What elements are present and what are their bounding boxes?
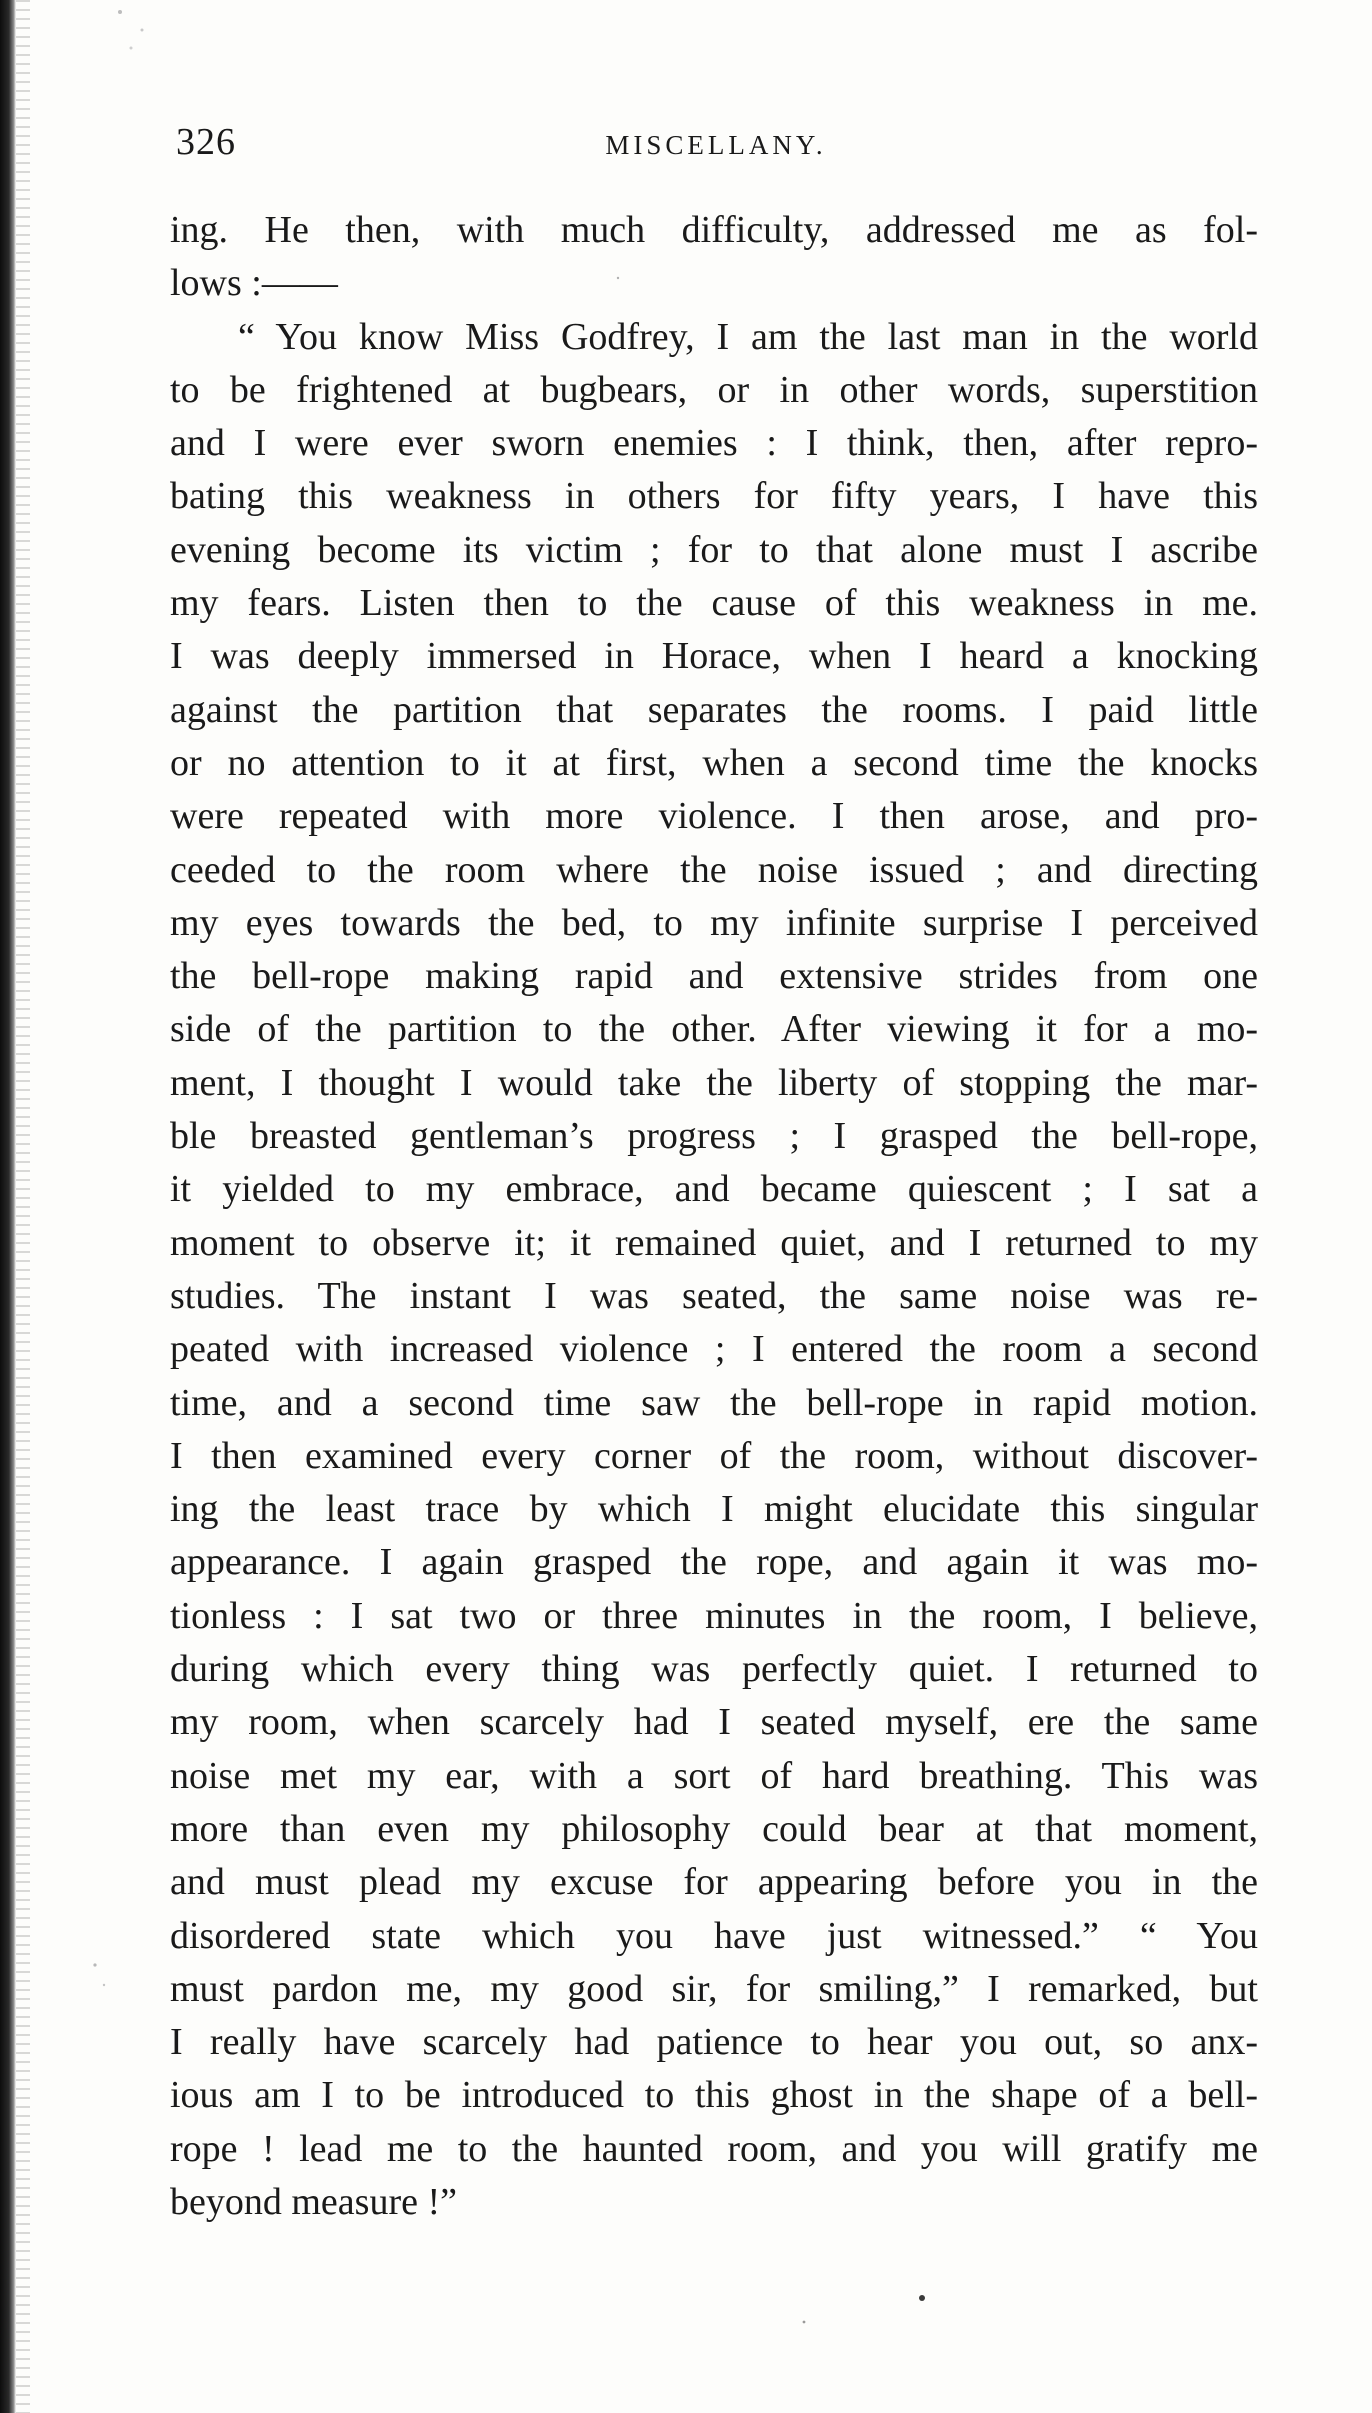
text-line: ceeded to the room where the noise issued ; and directing: [170, 848, 1258, 891]
text-line: ing the least trace by which I might elucidate this singular: [170, 1488, 1258, 1531]
text-line: to be frightened at bugbears, or in other words, superstition: [170, 368, 1258, 411]
text-line: and must plead my excuse for appearing before you in the: [170, 1861, 1258, 1904]
text-line: I really have scarcely had patience to hear you out, so anx-: [170, 2021, 1258, 2064]
text-line: tionless : I sat two or three minutes in the room, I believe,: [170, 1594, 1258, 1637]
text-line: must pardon me, my good sir, for smiling,” I remarked, but: [170, 1967, 1258, 2010]
page-number: 326: [176, 121, 236, 163]
text-line: beyond measure !”: [170, 2180, 457, 2223]
text-line: and I were ever sworn enemies : I think, then, after repro-: [170, 422, 1258, 465]
text-line: noise met my ear, with a sort of hard breathing. This was: [170, 1754, 1258, 1797]
text-line: or no attention to it at first, when a second time the knocks: [170, 741, 1258, 784]
text-line: appearance. I again grasped the rope, and again it was mo-: [170, 1541, 1258, 1584]
speck: [130, 47, 133, 50]
text-line: against the partition that separates the rooms. I paid little: [170, 688, 1258, 731]
text-line: side of the partition to the other. After viewing it for a mo-: [170, 1008, 1258, 1051]
speck: [919, 2295, 925, 2301]
page-header: [176, 120, 1256, 180]
text-line: my eyes towards the bed, to my infinite surprise I perceived: [170, 901, 1258, 944]
speck: [803, 2321, 806, 2324]
speck: [141, 29, 144, 32]
text-line: lows :——: [170, 262, 338, 305]
text-line: ble breasted gentleman’s progress ; I grasped the bell-rope,: [170, 1115, 1258, 1158]
text-line: disordered state which you have just witnessed.” “ You: [170, 1914, 1258, 1957]
text-line: during which every thing was perfectly quiet. I returned to: [170, 1648, 1258, 1691]
running-head: MISCELLANY.: [605, 130, 827, 160]
speck: [93, 1963, 96, 1966]
text-line: ment, I thought I would take the liberty of stopping the mar-: [170, 1061, 1258, 1104]
text-line: were repeated with more violence. I then arose, and pro-: [170, 795, 1258, 838]
text-line: rope ! lead me to the haunted room, and you will gratify me: [170, 2127, 1258, 2170]
text-line: peated with increased violence ; I entered the room a second: [170, 1328, 1258, 1371]
text-line: I was deeply immersed in Horace, when I heard a knocking: [170, 635, 1258, 678]
text-line: studies. The instant I was seated, the same noise was re-: [170, 1274, 1258, 1317]
text-line: bating this weakness in others for fifty years, I have this: [170, 475, 1258, 518]
text-line: my room, when scarcely had I seated myself, ere the same: [170, 1701, 1258, 1744]
text-line: it yielded to my embrace, and became quiescent ; I sat a: [170, 1168, 1258, 1211]
text-line: more than even my philosophy could bear at that moment,: [170, 1807, 1258, 1850]
text-line: the bell-rope making rapid and extensive strides from one: [170, 955, 1258, 998]
text-line: my fears. Listen then to the cause of this weakness in me.: [170, 582, 1258, 625]
speck: [118, 10, 122, 14]
text-line: “ You know Miss Godfrey, I am the last man in the world: [238, 315, 1258, 358]
speck: [103, 1984, 105, 1986]
text-line: ing. He then, with much difficulty, addressed me as fol-: [170, 209, 1258, 251]
text-line: ious am I to be introduced to this ghost in the shape of a bell-: [170, 2074, 1258, 2117]
body-text: [170, 204, 1258, 2229]
text-line: time, and a second time saw the bell-rope in rapid motion.: [170, 1381, 1258, 1424]
text-line: I then examined every corner of the room, without discover-: [170, 1434, 1258, 1477]
text-line: evening become its victim ; for to that alone must I ascribe: [170, 528, 1258, 571]
text-line: moment to observe it; it remained quiet, and I returned to my: [170, 1221, 1258, 1264]
